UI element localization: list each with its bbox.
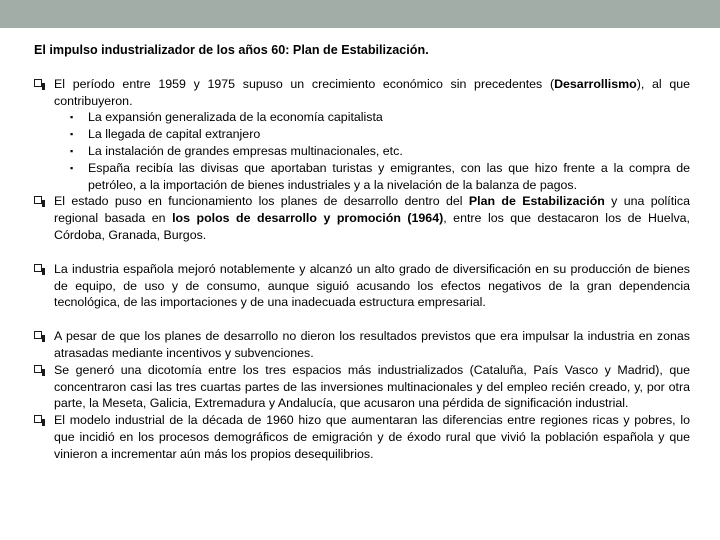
sub-item: ▪ España recibía las divisas que aportaban turistas y emigrantes, con las que hizo frente a la compra de petróleo, a la importación de bienes industriales y a la nivelación de la balanza de pagos. (70, 160, 690, 192)
sub-item: ▪ La expansión generalizada de la economía capitalista (70, 110, 383, 125)
checkbox-bullet-icon (34, 331, 42, 339)
square-bullet-icon: ▪ (70, 129, 74, 140)
square-bullet-icon: ▪ (70, 162, 74, 173)
slide-content (34, 42, 690, 463)
square-bullet-icon: ▪ (70, 112, 74, 123)
bullet-modelo-industrial: El modelo industrial de la década de 1960 hizo que aumentaran las diferencias entre regiones ricas y pobres, lo que incidió en los procesos demográficos de emigración y de éxodo rural que vivió la población española y que vinieron a incrementar aún más los propios desequilibrios. (34, 412, 690, 462)
top-banner (0, 0, 720, 28)
bullet-desarrollismo: El período entre 1959 y 1975 supuso un crecimiento económico sin precedentes (Desarrollismo), al que contribuyeron. (34, 76, 690, 110)
slide-title: El impulso industrializador de los años 60: Plan de Estabilización. (34, 43, 429, 57)
checkbox-bullet-icon (34, 415, 42, 423)
checkbox-bullet-icon (34, 79, 42, 87)
bullet-resultados: A pesar de que los planes de desarrollo no dieron los resultados previstos que era impulsar la industria en zonas atrasadas mediante incentivos y subvenciones. (34, 328, 690, 362)
bullet-industria: La industria española mejoró notablemente y alcanzó un alto grado de diversificación en su producción de bienes de equipo, de uso y de consumo, aunque siguió acusando los efectos negativos de la gran dependencia tecnológica, de las importaciones y de una inadecuada estructura empresarial. (34, 261, 690, 311)
checkbox-bullet-icon (34, 264, 42, 272)
sub-item: ▪ La instalación de grandes empresas multinacionales, etc. (70, 143, 403, 158)
checkbox-bullet-icon (34, 365, 42, 373)
checkbox-bullet-icon (34, 196, 42, 204)
square-bullet-icon: ▪ (70, 145, 74, 156)
sub-item: ▪ La llegada de capital extranjero (70, 127, 261, 142)
bullet-plan-estabilizacion: El estado puso en funcionamiento los planes de desarrollo dentro del Plan de Estabilización y una política regional basada en los polos de desarrollo y promoción (1964), entre los que destacaron los de Huelva, Córdoba, Granada, Burgos. (34, 193, 690, 243)
bullet-dicotomia: Se generó una dicotomía entre los tres espacios más industrializados (Cataluña, País Vasco y Madrid), que concentraron casi las tres cuartas partes de las inversiones multinacionales y del empleo recién creado, y, por otra parte, la Meseta, Galicia, Extremadura y Andalucía, que acusaron una pérdida de significación industrial. (34, 362, 690, 412)
